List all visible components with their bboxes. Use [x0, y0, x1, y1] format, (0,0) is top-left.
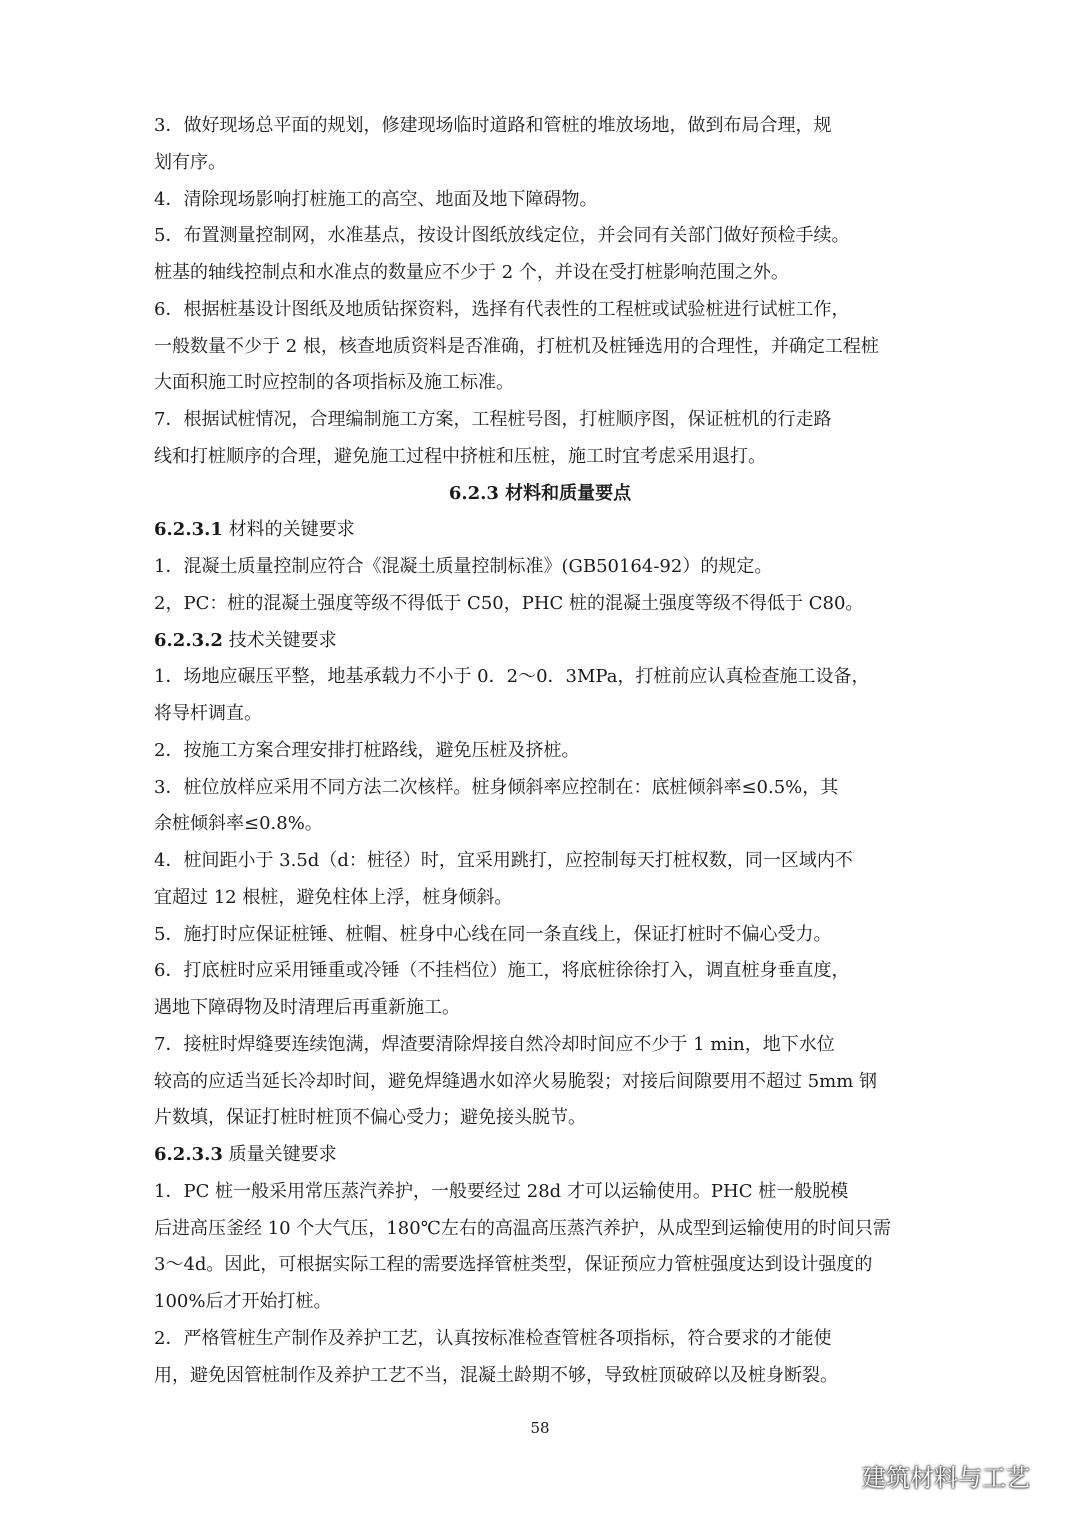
subsection-heading — [154, 629, 944, 653]
page-number: 58 — [530, 1419, 550, 1437]
subsection-heading — [154, 1143, 944, 1167]
text-line: 100%后才开始打桩。 — [154, 1291, 332, 1312]
text-line: 后进高压釜经 10 个大气压，180℃左右的高温高压蒸汽养护，从成型到运输使用的时间只需 — [154, 1217, 891, 1239]
text-line: 3．桩位放样应采用不同方法二次核样。桩身倾斜率应控制在：底桩倾斜率≤0.5%，其 — [154, 776, 839, 798]
text-line: 宜超过 12 根桩，避免柱体上浮，桩身倾斜。 — [154, 886, 513, 908]
subsection-title: 质量关键要求 — [222, 1144, 337, 1165]
text-line: 6．打底桩时应采用锤重或冷锤（不挂档位）施工，将底桩徐徐打入，调直桩身垂直度， — [154, 960, 850, 982]
text-line: 2，PC：桩的混凝土强度等级不得低于 C50，PHC 桩的混凝土强度等级不得低于 C80。 — [154, 592, 864, 614]
text-line: 桩基的轴线控制点和水准点的数量应不少于 2 个，并设在受打桩影响范围之外。 — [154, 262, 789, 283]
text-line: 7．接桩时焊缝要连续饱满，焊渣要清除焊接自然冷却时间应不少于 1 min，地下水位 — [154, 1033, 835, 1055]
subsection-number: 6.2.3.3 — [154, 1144, 223, 1165]
subsection-number: 6.2.3.2 — [154, 629, 223, 651]
text-line: 线和打桩顺序的合理，避免施工过程中挤桩和压桩，施工时宜考虑采用退打。 — [154, 445, 766, 467]
text-line: 一般数量不少于 2 根，核查地质资料是否准确，打桩机及桩锤选用的合理性，并确定工程桩 — [154, 335, 879, 357]
text-line: 遇地下障碍物及时清理后再重新施工。 — [154, 997, 460, 1018]
text-line: 1．场地应碾压平整，地基承载力不小于 0．2～0．3MPa，打桩前应认真检查施工设备， — [154, 666, 870, 688]
text-line: 1．PC 桩一般采用常压蒸汽养护，一般要经过 28d 才可以运输使用。PHC 桩一般脱模 — [154, 1180, 849, 1202]
text-line: 6．根据桩基设计图纸及地质钻探资料，选择有代表性的工程桩或试验桩进行试桩工作， — [154, 298, 850, 320]
text-line: 5．布置测量控制网，水准基点，按设计图纸放线定位，并会同有关部门做好预检手续。 — [154, 225, 850, 247]
text-line: 划有序。 — [154, 151, 226, 173]
text-line: 将导杆调直。 — [154, 703, 262, 724]
wechat-icon — [818, 1461, 852, 1489]
text-line: 用，避免因管桩制作及养护工艺不当，混凝土龄期不够，导致桩顶破碎以及桩身断裂。 — [154, 1364, 838, 1386]
text-line: 5．施打时应保证桩锤、桩帽、桩身中心线在同一条直线上，保证打桩时不偏心受力。 — [154, 923, 832, 945]
text-line: 较高的应适当延长冷却时间，避免焊缝遇水如淬火易脆裂；对接后间隙要用不超过 5mm 钢 — [154, 1070, 878, 1092]
text-line: 3～4d。因此，可根据实际工程的需要选择管桩类型，保证预应力管桩强度达到设计强度的 — [154, 1254, 873, 1276]
text-line: 片数填，保证打桩时桩顶不偏心受力；避免接头脱节。 — [154, 1107, 586, 1129]
subsection-title: 技术关键要求 — [222, 629, 337, 651]
subsection-heading — [154, 518, 944, 542]
text-line: 1．混凝土质量控制应符合《混凝土质量控制标准》(GB50164-92）的规定。 — [154, 556, 773, 577]
text-line: 3．做好现场总平面的规划，修建现场临时道路和管桩的堆放场地，做到布局合理，规 — [154, 115, 832, 136]
text-line: 4．桩间距小于 3.5d（d：桩径）时，宜采用跳打，应控制每天打桩权数，同一区域内不 — [154, 850, 853, 871]
section-heading: 6.2.3 材料和质量要点 — [448, 482, 632, 504]
text-line: 2．严格管桩生产制作及养护工艺，认真按标准检查管桩各项指标，符合要求的才能使 — [154, 1327, 832, 1349]
text-line: 7．根据试桩情况，合理编制施工方案，工程桩号图，打桩顺序图，保证桩机的行走路 — [154, 409, 832, 430]
subsection-number: 6.2.3.1 — [154, 519, 223, 541]
text-line: 4．清除现场影响打桩施工的高空、地面及地下障碍物。 — [154, 188, 598, 210]
text-line: 大面积施工时应控制的各项指标及施工标准。 — [154, 372, 514, 394]
text-line: 余桩倾斜率≤0.8%。 — [154, 813, 323, 835]
watermark — [818, 1455, 1030, 1495]
text-line: 2．按施工方案合理安排打桩路线，避免压桩及挤桩。 — [154, 739, 580, 761]
watermark-text: 建筑材料与工艺 — [862, 1463, 1030, 1492]
subsection-title: 材料的关键要求 — [222, 519, 355, 541]
